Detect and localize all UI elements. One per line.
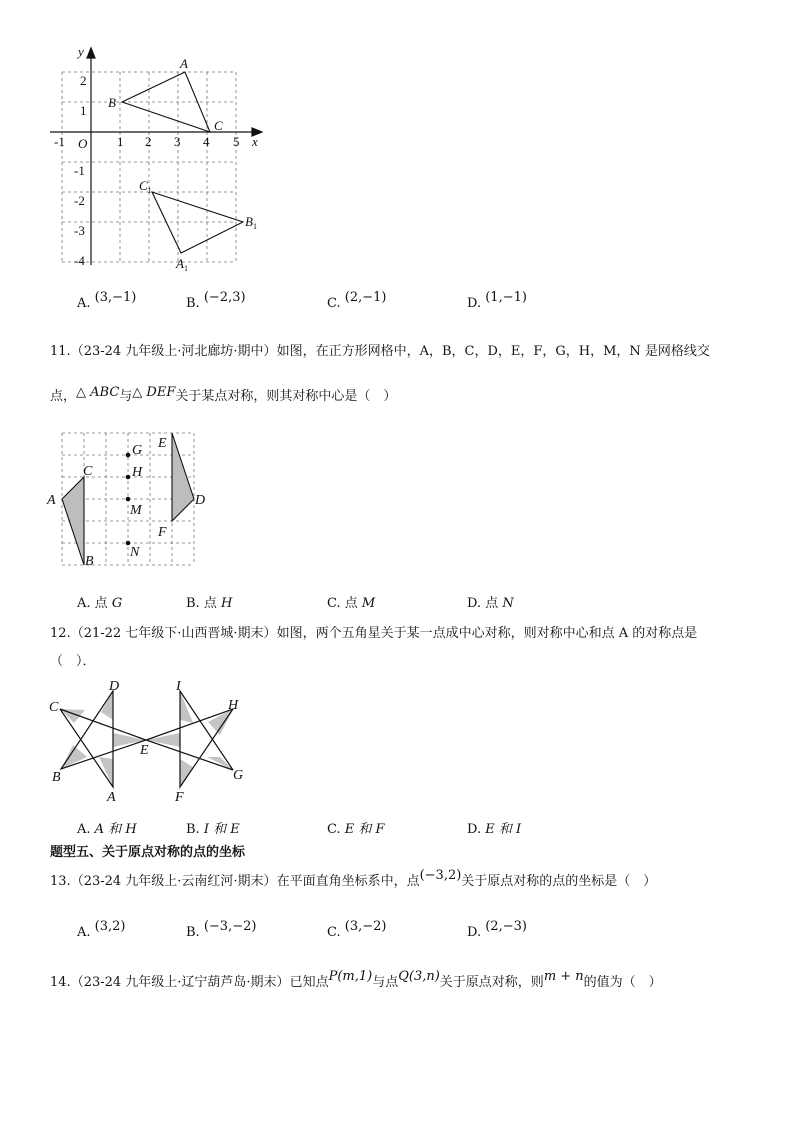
point-b1-label: $B_1$ <box>245 214 257 231</box>
option-letter: C. <box>327 596 341 611</box>
q11-option-a[interactable] <box>77 592 122 611</box>
triangle-abc-shaded <box>62 477 84 565</box>
q13-option-a[interactable] <box>77 919 126 940</box>
option-letter: D. <box>467 925 482 940</box>
point-coordinate: (−3,2) <box>419 868 462 883</box>
question-text: 关于原点对称的点的坐标是（ ） <box>461 874 657 889</box>
q11-option-c[interactable] <box>327 592 375 611</box>
option-text: I 和 E <box>203 822 240 837</box>
q11-option-b[interactable] <box>186 592 232 611</box>
label-h: H <box>132 465 143 480</box>
x-tick-4: 4 <box>203 134 210 149</box>
option-var: N <box>502 596 514 611</box>
option-value: (−2,3) <box>203 290 246 305</box>
question-text: 与点 <box>372 975 399 990</box>
y-axis-label: y <box>78 44 84 59</box>
option-text: E 和 F <box>344 822 385 837</box>
q12-option-d[interactable] <box>467 818 521 837</box>
y-tick-neg4: -4 <box>74 253 85 268</box>
section-heading: 题型五、关于原点对称的点的坐标 <box>50 845 246 860</box>
expression-m-plus-n: m + n <box>543 969 584 984</box>
option-letter: D. <box>467 822 482 837</box>
option-letter: C. <box>327 925 341 940</box>
option-var: M <box>361 596 376 611</box>
point-q: Q(3,n) <box>398 969 440 984</box>
star-right-tip-e <box>146 733 180 747</box>
x-tick-neg1: -1 <box>54 134 65 149</box>
q12-option-b[interactable] <box>186 818 240 837</box>
question-source: （23-24 九年级上·河北廊坊·期中） <box>70 344 277 359</box>
option-value: (1,−1) <box>485 290 527 305</box>
star-label-f: F <box>175 790 184 805</box>
option-value: (3,−2) <box>344 919 387 934</box>
question-number: 12. <box>50 626 71 641</box>
star-label-g: G <box>233 768 244 783</box>
q10-option-c[interactable] <box>327 290 387 311</box>
option-value: (2,−1) <box>344 290 387 305</box>
option-value: (3,2) <box>94 919 126 934</box>
question-text: 与 <box>119 389 133 404</box>
question-source: （21-22 七年级下·山西晋城·期末） <box>70 626 277 641</box>
label-b: B <box>85 554 94 569</box>
point-a1-label: $A_1$ <box>176 256 188 273</box>
triangle-a1b1c1 <box>152 192 243 253</box>
label-c: C <box>83 464 93 479</box>
q10-coordinate-figure <box>40 40 280 280</box>
point-a-label: A <box>180 56 188 71</box>
q12-option-c[interactable] <box>327 818 385 837</box>
option-text: 点 <box>94 596 112 611</box>
q10-grid <box>62 72 236 262</box>
star-left-tip-c <box>60 709 85 723</box>
label-e: E <box>158 436 167 451</box>
option-value: (2,−3) <box>485 919 527 934</box>
question-source: （23-24 九年级上·云南红河·期末） <box>70 874 277 889</box>
question-source: （23-24 九年级上·辽宁葫芦岛·期末） <box>70 975 290 990</box>
q12-line2: （ ）． <box>50 654 96 669</box>
q10-option-a[interactable] <box>77 290 137 311</box>
x-tick-1: 1 <box>117 134 124 149</box>
q11-option-d[interactable] <box>467 592 514 611</box>
label-g: G <box>132 443 143 458</box>
x-axis-label: x <box>252 134 258 149</box>
question-text: 关于原点对称，则 <box>439 975 544 990</box>
point-g-dot <box>126 453 131 458</box>
option-letter: D. <box>467 296 482 311</box>
label-a: A <box>47 493 56 508</box>
x-tick-2: 2 <box>145 134 152 149</box>
star-label-b: B <box>52 770 61 785</box>
star-left-tip-a <box>99 757 113 787</box>
question-text: 如图，在正方形网格中，A，B，C，D，E，F，G，H，M，N 是网格线交 <box>276 344 710 359</box>
option-letter: A. <box>77 822 91 837</box>
option-letter: B. <box>186 925 200 940</box>
option-value: (3,−1) <box>94 290 137 305</box>
question-text: 的值为（ ） <box>583 975 662 990</box>
q13-option-d[interactable] <box>467 919 527 940</box>
star-label-i: I <box>176 679 181 694</box>
y-tick-neg3: -3 <box>74 223 85 238</box>
x-tick-3: 3 <box>174 134 181 149</box>
label-f: F <box>158 525 167 540</box>
point-c1-label: $C_1$ <box>139 178 152 195</box>
star-label-e: E <box>140 743 149 758</box>
point-h-dot <box>126 475 131 480</box>
option-text: A 和 H <box>94 822 137 837</box>
question-number: 13. <box>50 874 71 889</box>
star-label-d: D <box>109 679 120 694</box>
triangle-def-symbol: △ DEF <box>132 385 176 400</box>
q10-option-b[interactable] <box>186 290 246 311</box>
q11-line2 <box>50 385 397 404</box>
y-tick-2: 2 <box>80 73 87 88</box>
option-value: (−3,−2) <box>203 919 257 934</box>
option-var: H <box>220 596 233 611</box>
triangle-abc-symbol: △ ABC <box>76 385 120 400</box>
question-text: 已知点 <box>289 975 329 990</box>
y-tick-neg2: -2 <box>74 193 85 208</box>
option-letter: B. <box>186 296 200 311</box>
q13-option-c[interactable] <box>327 919 387 940</box>
q14-line1 <box>50 969 662 990</box>
option-letter: A. <box>77 925 91 940</box>
y-tick-1: 1 <box>80 103 87 118</box>
label-d: D <box>195 493 206 508</box>
label-m: M <box>130 503 142 518</box>
q13-line1 <box>50 868 657 889</box>
option-letter: D. <box>467 596 482 611</box>
star-right-tip-f <box>180 759 193 787</box>
point-m-dot <box>126 497 131 502</box>
option-letter: B. <box>186 596 200 611</box>
q11-grid-figure <box>40 425 210 575</box>
option-letter: C. <box>327 822 341 837</box>
question-number: 14. <box>50 975 71 990</box>
origin-label: O <box>78 136 88 151</box>
star-label-c: C <box>49 700 59 715</box>
option-letter: C. <box>327 296 341 311</box>
question-text: 关于某点对称，则其对称中心是（ ） <box>175 389 397 404</box>
y-tick-neg1: -1 <box>74 163 85 178</box>
q11-line1 <box>50 345 710 358</box>
q12-option-a[interactable] <box>77 818 137 837</box>
option-text: 点 <box>344 596 362 611</box>
point-c-label: C <box>214 118 223 133</box>
q12-line1 <box>50 627 697 640</box>
star-label-h: H <box>228 698 239 713</box>
question-text: 在平面直角坐标系中，点 <box>276 874 420 889</box>
option-var: G <box>111 596 123 611</box>
q13-option-b[interactable] <box>186 919 257 940</box>
option-text: E 和 I <box>485 822 522 837</box>
star-label-a: A <box>107 790 116 805</box>
q12-stars-figure <box>45 675 265 805</box>
x-tick-5: 5 <box>233 134 240 149</box>
option-letter: B. <box>186 822 200 837</box>
question-text: 如图，两个五角星关于某一点成中心对称，则对称中心和点 A 的对称点是 <box>276 626 698 641</box>
option-text: 点 <box>203 596 221 611</box>
question-number: 11. <box>50 344 71 359</box>
option-text: 点 <box>485 596 503 611</box>
question-text: 点， <box>50 389 77 404</box>
point-p: P(m,1) <box>328 969 373 984</box>
option-letter: A. <box>77 296 91 311</box>
label-n: N <box>130 545 140 560</box>
q10-option-d[interactable] <box>467 290 527 311</box>
option-letter: A. <box>77 596 91 611</box>
point-b-label: B <box>108 95 116 110</box>
